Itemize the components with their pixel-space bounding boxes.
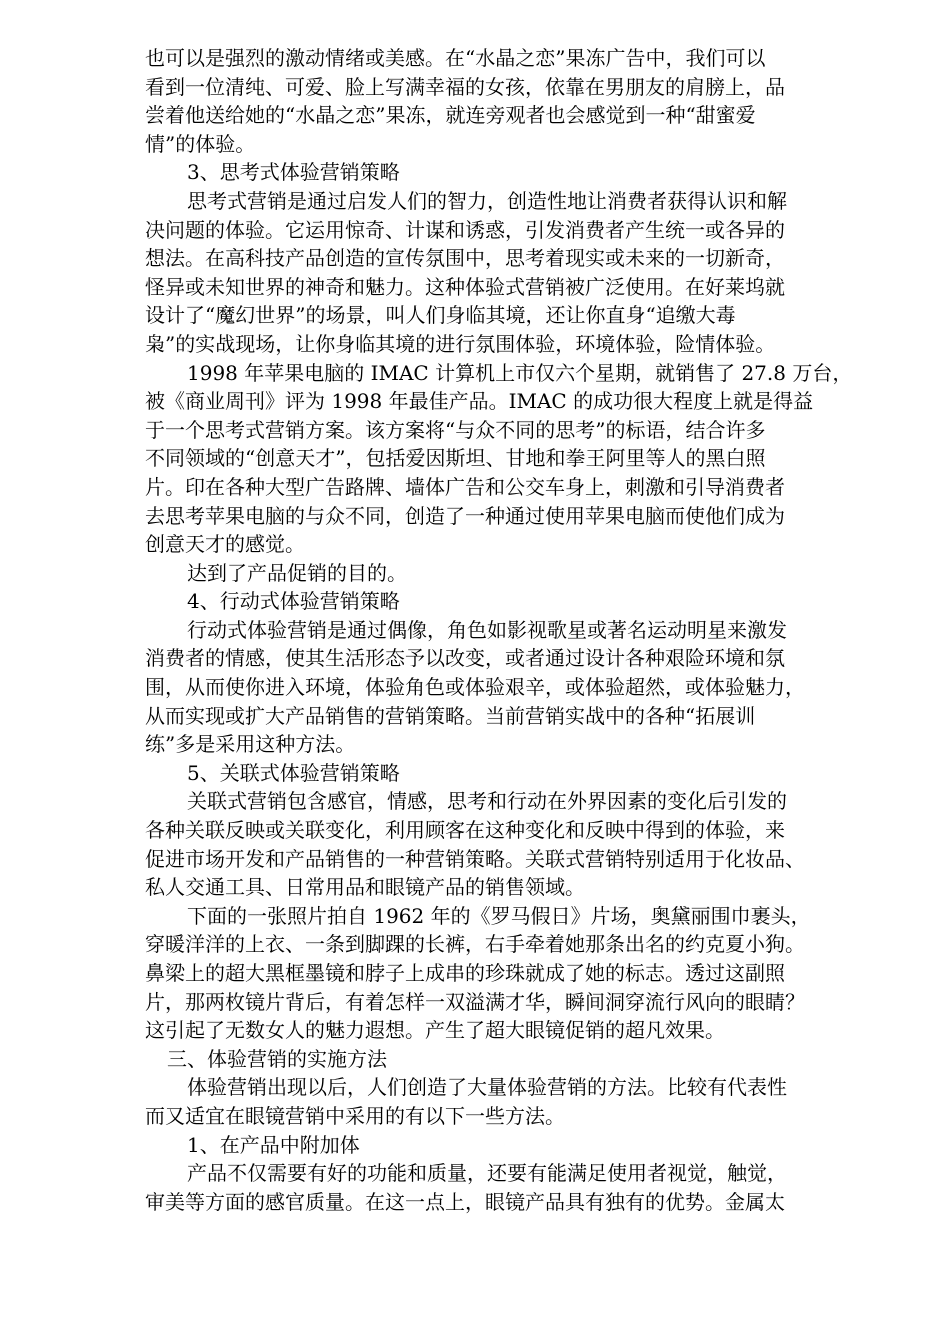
text-line: 不同领域的“创意天才”，包括爱因斯坦、甘地和拳王阿里等人的黑白照 [145,446,766,471]
text-line: 也可以是强烈的激动情绪或美感。在“水晶之恋”果冻广告中，我们可以 [145,46,766,70]
text-line: 而又适宜在眼镜营销中采用的有以下一些方法。 [145,1103,565,1128]
text-line: 情”的体验。 [145,131,256,156]
text-line: 三、体验营销的实施方法 [167,1046,387,1071]
text-line: 这引起了无数女人的魅力遐想。产生了超大眼镜促销的超凡效果。 [145,1018,725,1043]
text-line: 设计了“魔幻世界”的场景，叫人们身临其境，还让你直身“追缴大毒 [145,303,736,328]
document-page [145,44,865,1216]
text-line: 5、关联式体验营销策略 [187,760,400,785]
text-line: 思考式营销是通过启发人们的智力，创造性地让消费者获得认识和解 [187,188,787,213]
text-line: 4、行动式体验营销策略 [187,589,400,614]
text-line: 片。印在各种大型广告路牌、墙体广告和公交车身上，刺激和引导消费者 [145,474,785,499]
text-line: 于一个思考式营销方案。该方案将“与众不同的思考”的标语，结合许多 [145,417,766,442]
text-line: 1998 年苹果电脑的 IMAC 计算机上市仅六个星期，就销售了 27.8 万台， [187,360,853,385]
text-line: 关联式营销包含感官，情感，思考和行动在外界因素的变化后引发的 [187,789,787,814]
text-line: 被《商业周刊》评为 1998 年最佳产品。IMAC 的成功很大程度上就是得益 [145,389,814,414]
text-line: 决问题的体验。它运用惊奇、计谋和诱惑，引发消费者产生统一或各异的 [145,217,785,242]
text-line: 围，从而使你进入环境，体验角色或体验艰辛，或体验超然，或体验魅力， [145,675,805,700]
text-line: 1、在产品中附加体 [187,1132,360,1157]
text-line: 看到一位清纯、可爱、脸上写满幸福的女孩，依靠在男朋友的肩膀上，品 [145,74,785,99]
text-line: 想法。在高科技产品创造的宣传氛围中，思考着现实或未来的一切新奇， [145,246,785,271]
text-line: 下面的一张照片拍自 1962 年的《罗马假日》片场，奥黛丽围巾裹头， [187,903,811,928]
text-line: 去思考苹果电脑的与众不同，创造了一种通过使用苹果电脑而使他们成为 [145,503,785,528]
text-line: 从而实现或扩大产品销售的营销策略。当前营销实战中的各种“拓展训 [145,703,756,728]
text-line: 尝着他送给她的“水晶之恋”果冻，就连旁观者也会感觉到一种“甜蜜爱 [145,103,756,128]
text-line: 创意天才的感觉。 [145,532,305,557]
text-line: 审美等方面的感官质量。在这一点上，眼镜产品具有独有的优势。金属太 [145,1189,785,1214]
text-line: 怪异或未知世界的神奇和魅力。这种体验式营销被广泛使用。在好莱坞就 [145,274,785,299]
text-line: 3、思考式体验营销策略 [187,160,400,185]
text-line: 消费者的情感，使其生活形态予以改变，或者通过设计各种艰险环境和氛 [145,646,785,671]
text-line: 练”多是采用这种方法。 [145,732,356,757]
text-line: 产品不仅需要有好的功能和质量，还要有能满足使用者视觉，触觉， [187,1161,787,1186]
text-line: 各种关联反映或关联变化，利用顾客在这种变化和反映中得到的体验，来 [145,818,785,843]
text-line: 体验营销出现以后，人们创造了大量体验营销的方法。比较有代表性 [187,1075,787,1100]
text-line: 达到了产品促销的目的。 [187,560,407,585]
text-line: 穿暖洋洋的上衣、一条到脚踝的长裤，右手牵着她那条出名的约克夏小狗。 [145,932,805,957]
text-line: 私人交通工具、日常用品和眼镜产品的销售领域。 [145,875,585,900]
text-line: 枭”的实战现场，让你身临其境的进行氛围体验，环境体验，险情体验。 [145,331,776,356]
text-line: 鼻梁上的超大黑框墨镜和脖子上成串的珍珠就成了她的标志。透过这副照 [145,961,785,985]
text-line: 促进市场开发和产品销售的一种营销策略。关联式营销特别适用于化妆品、 [145,846,805,871]
text-line: 片，那两枚镜片背后，有着怎样一双溢满才华，瞬间洞穿流行风向的眼睛？ [145,989,805,1014]
text-line: 行动式体验营销是通过偶像，角色如影视歌星或著名运动明星来激发 [187,617,787,642]
